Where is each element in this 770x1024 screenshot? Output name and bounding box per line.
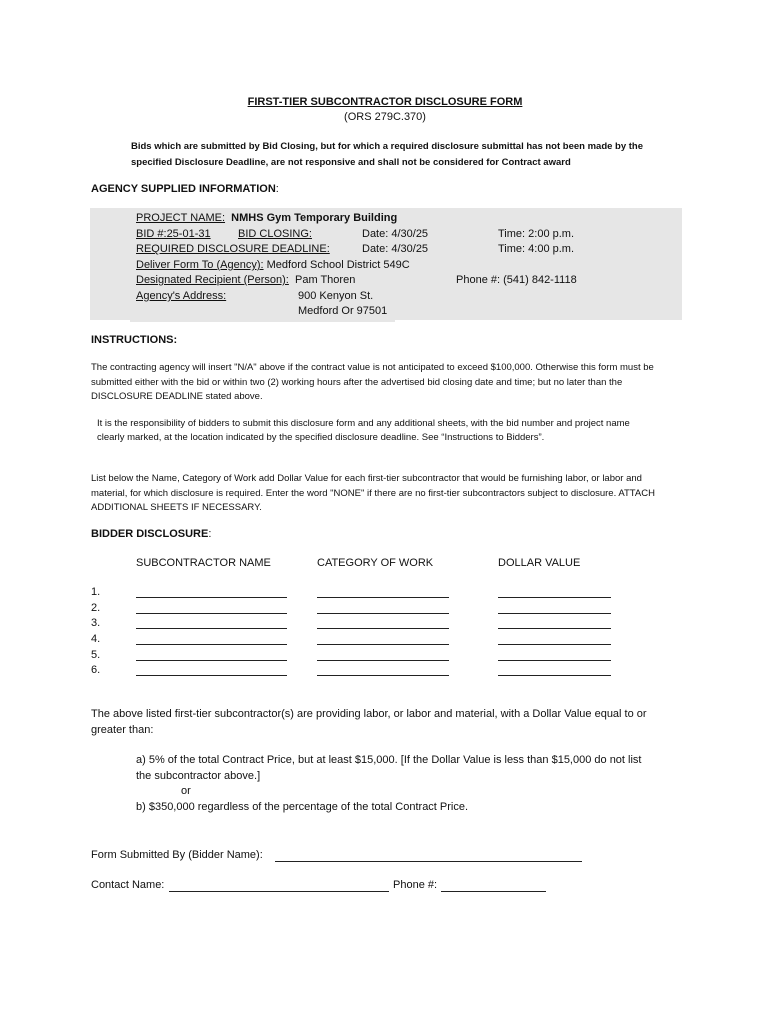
row-3-value-field[interactable] [498,628,611,629]
submitted-by-field[interactable] [275,861,582,862]
agency-heading: AGENCY SUPPLIED INFORMATION: [91,183,279,195]
row-2-category-field[interactable] [317,613,449,614]
row-1-value-field[interactable] [498,597,611,598]
row-number: 2. [91,602,101,614]
instructions-paragraph-2: It is the responsibility of bidders to submit this disclosure form and any additional sheets, with the bid number and project name clearly marked, at the location indicated by the specified disclosure deadline. See “Instructions to Bidders”. [97,418,630,443]
row-5-name-field[interactable] [136,660,287,661]
row-6-name-field[interactable] [136,675,287,676]
instructions-heading: INSTRUCTIONS: [91,334,178,346]
bid-closing-date: Date: 4/30/25 [362,228,429,240]
form-title: FIRST-TIER SUBCONTRACTOR DISCLOSURE FORM [247,96,523,108]
recipient-line [136,273,355,289]
notice-text: Bids which are submitted by Bid Closing, but for which a required disclosure submittal has not been made by the specified Disclosure Deadline, are not responsive and shall not be considered for Contract award [131,141,644,168]
threshold-statement: The above listed first-tier subcontractor(s) are providing labor, or labor and material, with a Dollar Value equal to or greater than: [91,708,647,736]
row-number: 1. [91,586,101,598]
agency-phone: Phone #: (541) 842-1118 [456,274,577,286]
option-a: a) 5% of the total Contract Price, but at least $15,000. [If the Dollar Value is less than $15,000 do not list the subcontractor above.] [136,754,642,782]
bid-closing-label: BID CLOSING: [238,228,312,240]
row-2-value-field[interactable] [498,613,611,614]
submitted-by-label: Form Submitted By (Bidder Name): [91,849,263,861]
address-label: Agency's Address: [136,290,227,302]
contact-phone-label: Phone #: [393,879,438,891]
row-number: 4. [91,633,101,645]
row-number: 5. [91,649,101,661]
instructions-paragraph-3: List below the Name, Category of Work add Dollar Value for each first-tier subcontractor that would be furnishing labor, or labor and material, for which disclosure is required. Enter the word "NONE" if there are no first-tier subcontractors subject to disclosure. ATTACH ADDITIONAL SHEETS IF NECESSARY. [91,473,655,513]
column-dollar-value: DOLLAR VALUE [498,557,581,569]
bidder-heading: BIDDER DISCLOSURE: [91,528,212,540]
project-name-label: PROJECT NAME: [136,212,226,224]
row-6-category-field[interactable] [317,675,449,676]
row-6-value-field[interactable] [498,675,611,676]
project-name-value: NMHS Gym Temporary Building [231,212,398,224]
contact-name-field[interactable] [169,891,389,892]
option-b: b) $350,000 regardless of the percentage of the total Contract Price. [136,801,469,813]
recipient-value: Pam Thoren [294,274,356,286]
address-line1: 900 Kenyon St. [298,290,374,302]
deadline-date: Date: 4/30/25 [362,243,429,255]
row-number: 6. [91,664,101,676]
contact-phone-field[interactable] [441,891,546,892]
form-subtitle: (ORS 279C.370) [344,111,426,123]
row-4-value-field[interactable] [498,644,611,645]
column-category-of-work: CATEGORY OF WORK [317,557,434,569]
instructions-paragraph-1: The contracting agency will insert "N/A" above if the contract value is not anticipated to exceed $100,000. Otherwise this form must be submitted either with the bid or within two (2) working hours after the advertised bid closing date and time; but no later than the DISCLOSURE DEADLINE stated above. [91,362,654,402]
row-5-value-field[interactable] [498,660,611,661]
recipient-label: Designated Recipient (Person): [136,274,289,286]
row-5-category-field[interactable] [317,660,449,661]
row-1-name-field[interactable] [136,597,287,598]
row-4-name-field[interactable] [136,644,287,645]
deliver-line [136,258,410,274]
row-1-category-field[interactable] [317,597,449,598]
bid-number: BID #:25-01-31 [136,228,211,240]
column-subcontractor-name: SUBCONTRACTOR NAME [136,557,271,569]
project-name-line [136,211,397,227]
address-line2: Medford Or 97501 [298,305,388,317]
contact-name-label: Contact Name: [91,879,165,891]
deadline-time: Time: 4:00 p.m. [498,243,575,255]
bid-closing-time: Time: 2:00 p.m. [498,228,575,240]
row-number: 3. [91,617,101,629]
deliver-value: Medford School District 549C [266,259,410,271]
deliver-label: Deliver Form To (Agency): [136,259,264,271]
row-3-name-field[interactable] [136,628,287,629]
deadline-label: REQUIRED DISCLOSURE DEADLINE: [136,243,330,255]
or-text: or [181,785,191,797]
row-2-name-field[interactable] [136,613,287,614]
row-3-category-field[interactable] [317,628,449,629]
row-4-category-field[interactable] [317,644,449,645]
